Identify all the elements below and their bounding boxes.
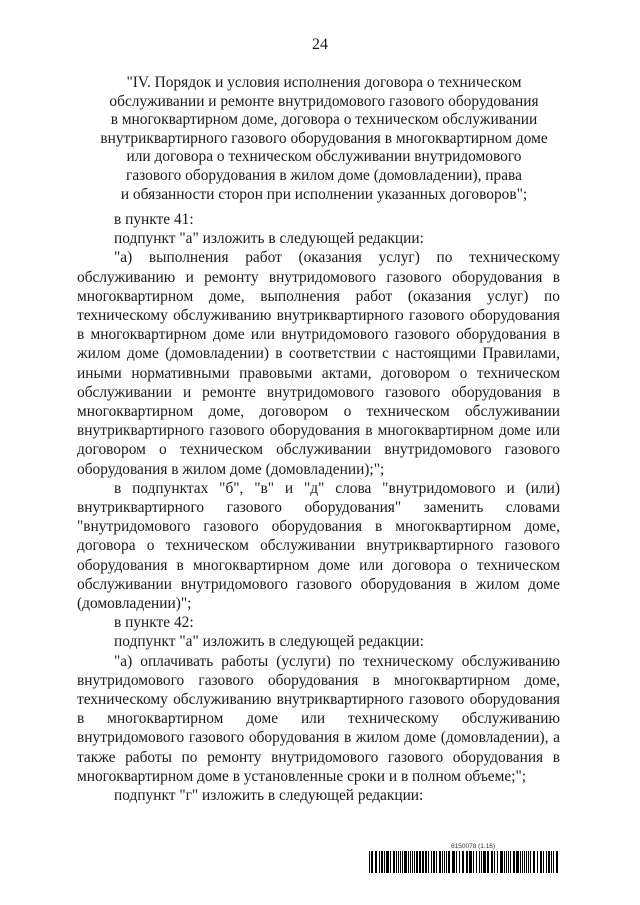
heading-line: внутриквартирного газового оборудования в многоквартирном доме bbox=[100, 129, 548, 147]
paragraph: в пункте 41: bbox=[114, 211, 194, 228]
heading-line: газового оборудования в жилом доме (домовладении), права bbox=[126, 166, 522, 184]
heading-line: в многоквартирном доме, договора о техническом обслуживании bbox=[110, 111, 538, 129]
heading-line: обслуживании и ремонте внутридомового газового оборудования bbox=[109, 92, 539, 110]
barcode-label: 6150078 (1.16) bbox=[451, 843, 496, 850]
heading-line: и обязанности сторон при исполнении указанных договоров"; bbox=[120, 185, 528, 203]
paragraph: в пункте 42: bbox=[114, 614, 194, 632]
barcode-icon bbox=[369, 851, 559, 873]
paragraph: подпункт "а" изложить в следующей редакции: bbox=[114, 230, 424, 248]
page-number: 24 bbox=[312, 36, 328, 53]
paragraph: подпункт "г" изложить в следующей редакции: bbox=[114, 787, 424, 805]
paragraph: подпункт "а" изложить в следующей редакции: bbox=[114, 633, 424, 651]
paragraph: "а) выполнения работ (оказания услуг) по техническому обслуживанию и ремонту внутридомового газового оборудования в многоквартирном доме, выполнения работ (оказания услуг) по техническому обслуживанию внутриквартирного газового оборудования в многоквартирном доме или внутридомового газового оборудования в жилом доме (домовладении) в соответствии с настоящими Правилами, иными нормативными правовыми актами, договором о техническом обслуживании и ремонте внутридомового газового оборудования в многоквартирном доме, договором о техническом обслуживании внутриквартирного газового оборудования в многоквартирном доме или договором о техническом обслуживании внутридомового газового оборудования в жилом доме (домовладении);"; bbox=[77, 249, 560, 478]
document-body bbox=[77, 210, 560, 805]
paragraph: "а) оплачивать работы (услуги) по техническому обслуживанию внутридомового газового оборудования в многоквартирном доме, техническому обслуживанию внутриквартирного газового оборудования в многоквартирном доме или техническому обслуживанию внутридомового газового оборудования в жилом доме (домовладении), а также работы по ремонту внутридомового газового оборудования в многоквартирном доме в установленные сроки и в полном объеме;"; bbox=[77, 652, 560, 785]
heading-line: "IV. Порядок и условия исполнения договора о техническом bbox=[126, 74, 522, 91]
paragraph: в подпунктах "б", "в" и "д" слова "внутридомового и (или) внутриквартирного газового оборудования" заменить словами "внутридомового газового оборудования в многоквартирном доме, договора о техническом обслуживании внутриквартирного газового оборудования в многоквартирном доме или договора о техническом обслуживании внутридомового газового оборудования в жилом доме (домовладении)"; bbox=[77, 479, 560, 613]
heading-line: или договора о техническом обслуживании внутридомового bbox=[126, 148, 522, 166]
section-heading bbox=[86, 74, 562, 204]
